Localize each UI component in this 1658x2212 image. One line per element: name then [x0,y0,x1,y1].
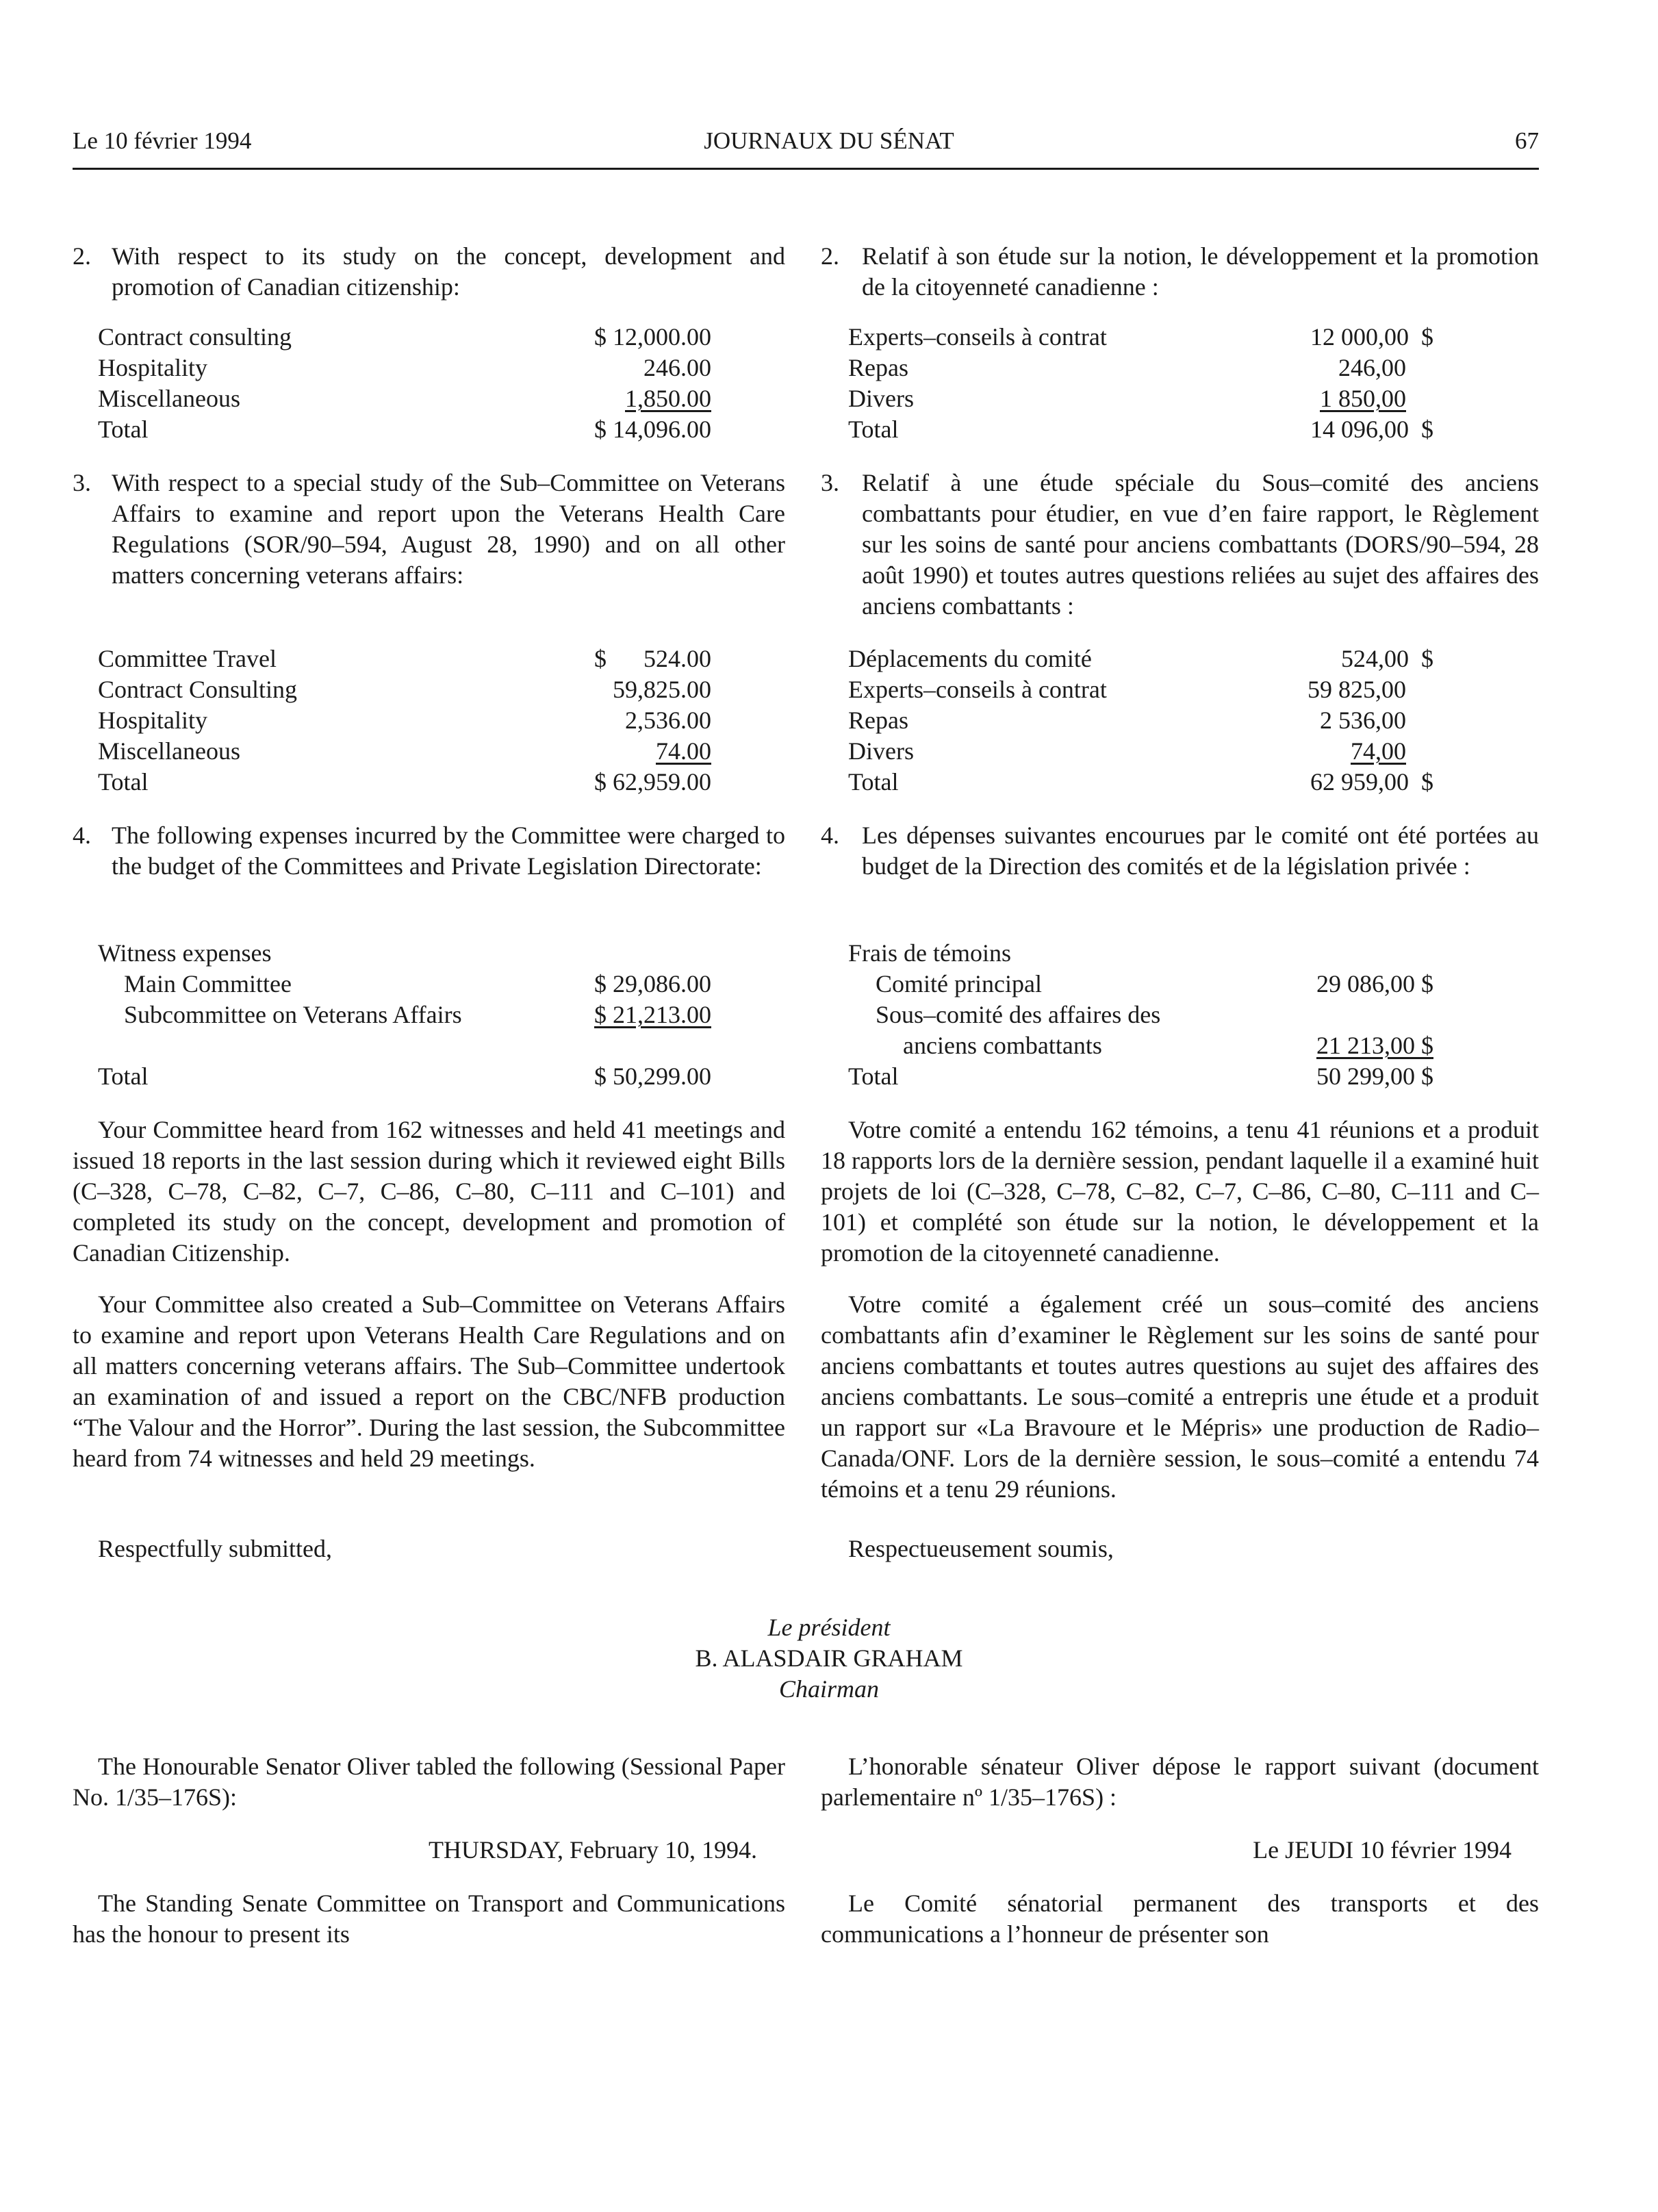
running-header-date: Le 10 février 1994 [73,127,252,154]
committee-paragraph: Le Comité sénatorial permanent des transports et des communications a l’honneur de présenter son [821,1890,1539,1948]
report-paragraph: Votre comité a également créé un sous–comité des anciens combattants afin d’examiner le Règlement sur les soins de santé pour anciens combattants et toutes autres questions au sujet des affaires des anciens combattants. Le sous–comité a entrepris une étude et a produit un rapport sur «La Bravoure et le Mépris» une production de Radio–Canada/ONF. Lors de la dernière session, le sous–comité a entendu 74 témoins et a tenu 29 réunions. [821,1291,1539,1503]
report-date: Le JEUDI 10 février 1994 [1253,1836,1512,1864]
report-paragraph: Votre comité a entendu 162 témoins, a tenu 41 réunions et a produit 18 rapports lors de la dernière session, pendant laquelle il a examiné huit projets de loi (C–328, C–78, C–82, C–7, C–86, C–80, C–111 and C–101) et complété son étude sur la notion, le développement et la promotion de la citoyenneté canadienne. [821,1116,1539,1267]
signature-title-fr: Le président [767,1614,891,1641]
item-number: 3. [821,469,839,496]
item-number: 3. [73,469,91,496]
closing-text: Respectfully submitted, [98,1535,332,1562]
expense-label: Total [848,1063,899,1090]
expense-label: Committee Travel [98,645,277,672]
report-paragraph: Your Committee also created a Sub–Committee on Veterans Affairs to examine and report upon Veterans Health Care Regulations and on all matters concerning veterans affairs. The Sub–Committee undertook an examination of and issued a report on the CBC/NFB production “The Valour and the Horror”. During the last session, the Subcommittee heard from 74 witnesses and held 29 meetings. [73,1291,785,1472]
expense-amount: $ 29,086.00 [594,970,711,997]
expense-label: Subcommittee on Veterans Affairs [124,1001,462,1028]
expense-amount: 1 850,00 [1320,385,1406,412]
expense-label: Experts–conseils à contrat [848,676,1107,703]
expense-label: Main Committee [124,970,292,997]
expense-amount: 246.00 [643,354,711,381]
item-number: 4. [73,822,91,849]
item-text: Les dépenses suivantes encourues par le comité ont été portées au budget de la Direction des comités et de la législation privée : [862,822,1539,880]
expense-amount: 21 213,00 $ [1316,1032,1433,1059]
item-number: 4. [821,822,839,849]
expense-amount: 2,536.00 [625,707,711,734]
expense-label: Contract Consulting [98,676,297,703]
expense-label: Hospitality [98,707,207,734]
report-date: THURSDAY, February 10, 1994. [428,1836,757,1864]
expense-label: Miscellaneous [98,385,240,412]
expense-amount: $ 62,959.00 [594,768,711,796]
item-text: With respect to its study on the concept, development and promotion of Canadian citizenship: [112,242,785,301]
expense-amount: 246,00 [1338,354,1406,381]
header-rule [73,168,1539,170]
expense-amount: 12 000,00 $ [1310,323,1433,351]
expense-amount: 62 959,00 $ [1310,768,1433,796]
expense-label: Total [848,416,899,443]
expense-label: Witness expenses [98,939,272,967]
expense-label: Miscellaneous [98,737,240,765]
expense-label: Divers [848,737,914,765]
expense-label: Hospitality [98,354,207,381]
signature-name: B. ALASDAIR GRAHAM [695,1644,963,1672]
item-number: 2. [821,242,839,270]
expense-label: Sous–comité des affaires des [876,1001,1161,1028]
expense-amount: 29 086,00 $ [1316,970,1433,997]
expense-label: Total [98,768,149,796]
report-paragraph: Your Committee heard from 162 witnesses and held 41 meetings and issued 18 reports in the last session during which it reviewed eight Bills (C–328, C–78, C–82, C–7, C–86, C–80, C–111 and C–101) and completed its study on the concept, development and promotion of Canadian Citizenship. [73,1116,785,1267]
expense-amount: 524,00 $ [1341,645,1433,672]
expense-amount: $ 50,299.00 [594,1063,711,1090]
expense-label: Déplacements du comité [848,645,1092,672]
expense-amount: 1,850.00 [625,385,711,412]
tabled-paragraph: L’honorable sénateur Oliver dépose le rapport suivant (document parlementaire nº 1/35–176S) : [821,1753,1539,1811]
item-text: Relatif à son étude sur la notion, le développement et la promotion de la citoyenneté canadienne : [862,242,1539,301]
item-text: Relatif à une étude spéciale du Sous–comité des anciens combattants pour étudier, en vue d’en faire rapport, le Règlement sur les soins de santé pour anciens combattants (DORS/90–594, 28 août 1990) et toutes autres questions reliées au sujet des affaires des anciens combattants : [862,469,1539,620]
expense-label: Repas [848,707,908,734]
expense-amount: $ 524.00 [594,645,711,672]
item-number: 2. [73,242,91,270]
running-header-title: JOURNAUX DU SÉNAT [704,127,954,154]
expense-amount: 59 825,00 [1308,676,1406,703]
closing-text: Respectueusement soumis, [848,1535,1114,1562]
expense-label: Contract consulting [98,323,292,351]
tabled-paragraph: The Honourable Senator Oliver tabled the following (Sessional Paper No. 1/35–176S): [73,1753,785,1811]
expense-label: Total [98,416,149,443]
expense-label: Total [848,768,899,796]
expense-amount: 2 536,00 [1320,707,1406,734]
expense-label: Frais de témoins [848,939,1011,967]
expense-label: anciens combattants [903,1032,1102,1059]
expense-amount: 14 096,00 $ [1310,416,1433,443]
item-text: With respect to a special study of the Sub–Committee on Veterans Affairs to examine and report upon the Veterans Health Care Regulations (SOR/90–594, August 28, 1990) and on all other matters concerning veterans affairs: [112,469,785,589]
expense-label: Repas [848,354,908,381]
expense-label: Comité principal [876,970,1042,997]
item-text: The following expenses incurred by the Committee were charged to the budget of the Committees and Private Legislation Directorate: [112,822,785,880]
expense-label: Experts–conseils à contrat [848,323,1107,351]
expense-amount: $ 21,213.00 [594,1001,711,1028]
expense-amount: $ 14,096.00 [594,416,711,443]
expense-amount: 74,00 [1351,737,1406,765]
signature-title-en: Chairman [778,1675,880,1703]
expense-label: Divers [848,385,914,412]
expense-amount: 50 299,00 $ [1316,1063,1433,1090]
committee-paragraph: The Standing Senate Committee on Transport and Communications has the honour to present its [73,1890,785,1948]
page-number: 67 [1515,127,1539,154]
expense-amount: 59,825.00 [613,676,711,703]
expense-amount: 74.00 [656,737,711,765]
expense-label: Total [98,1063,149,1090]
expense-amount: $ 12,000.00 [594,323,711,351]
